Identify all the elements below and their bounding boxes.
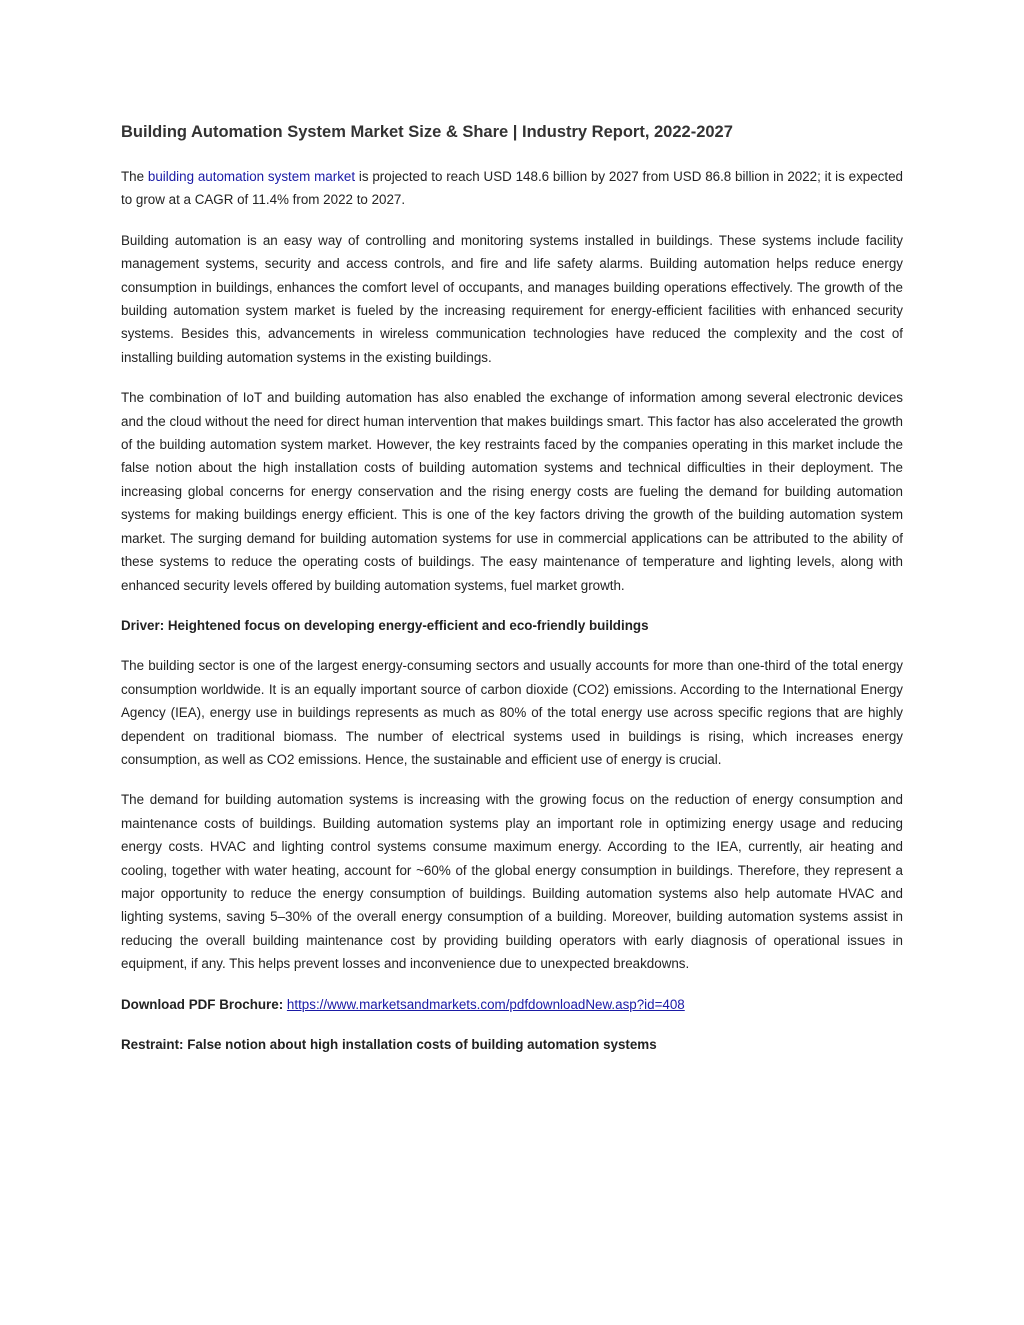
download-label: Download PDF Brochure:: [121, 996, 284, 1012]
market-link[interactable]: building automation system market: [147, 169, 356, 184]
body-paragraph-1: Building automation is an easy way of controlling and monitoring systems installed in buildings. These systems include facility management systems, security and access controls, and fire and life safety alarms. Building automation helps reduce energy consumption in buildings, enhances the comfort level of occupants, and manages building operations effectively. The growth of the building automation system market is fueled by the increasing requirement for energy-efficient facilities with enhanced security systems. Besides this, advancements in wireless communication technologies have reduced the complexity and the cost of installing building automation systems in the existing buildings.: [121, 232, 903, 365]
body-paragraph-3: The building sector is one of the largest energy-consuming sectors and usually accounts for more than one-third of the total energy consumption worldwide. It is an equally important source of carbon dioxide (CO2) emissions. According to the International Energy Agency (IEA), energy use in buildings represents as much as 80% of the total energy use across specific regions that are highly dependent on traditional biomass. The number of electrical systems used in buildings is rising, which increases energy consumption, as well as CO2 emissions. Hence, the sustainable and efficient use of energy is crucial.: [121, 658, 903, 767]
intro-text-start: The: [121, 169, 148, 184]
download-line: [121, 993, 903, 1016]
restraint-heading: Restraint: False notion about high installation costs of building automation systems: [121, 1037, 657, 1052]
body-paragraph-2: The combination of IoT and building automation has also enabled the exchange of information among several electronic devices and the cloud without the need for direct human intervention that makes buildings smart. This factor has also accelerated the growth of the building automation system market. However, the key restraints faced by the companies operating in this market include the false notion about the high installation costs of building automation systems and technical difficulties in their deployment. The increasing global concerns for energy conservation and the rising energy costs are fueling the demand for building automation systems for making buildings energy efficient. This is one of the key factors driving the growth of the building automation system market. The surging demand for building automation systems for use in commercial applications can be attributed to the ability of these systems to reduce the operating costs of buildings. The easy maintenance of temperature and lighting levels, along with enhanced security levels offered by building automation systems, fuel market growth.: [121, 390, 903, 593]
driver-heading: Driver: Heightened focus on developing energy-efficient and eco-friendly buildings: [121, 617, 649, 633]
brochure-link[interactable]: https://www.marketsandmarkets.com/pdfdownloadNew.asp?id=408: [286, 996, 685, 1012]
intro-paragraph: [121, 165, 903, 212]
document-page: [121, 118, 903, 1073]
body-paragraph-4: The demand for building automation systems is increasing with the growing focus on the reduction of energy consumption and maintenance costs of buildings. Building automation systems play an important role in optimizing energy usage and reducing energy costs. HVAC and lighting control systems consume maximum energy. According to the IEA, currently, air heating and cooling, together with water heating, account for ~60% of the global energy consumption in buildings. Therefore, they represent a major opportunity to reduce the energy consumption of buildings. Building automation systems also help automate HVAC and lighting systems, saving 5–30% of the overall energy consumption of a building. Moreover, building automation systems assist in reducing the overall building maintenance cost by providing building operators with early diagnosis of operational issues in equipment, if any. This helps prevent losses and inconvenience due to unexpected breakdowns.: [121, 792, 903, 972]
intro-text-end: is projected to reach USD 148.6 billion by 2027 from USD 86.8 billion in 2022; it is expected to grow at a CAGR of 11.4% from 2022 to 2027.: [121, 169, 903, 208]
document-title: Building Automation System Market Size & Share | Industry Report, 2022-2027: [121, 123, 733, 141]
